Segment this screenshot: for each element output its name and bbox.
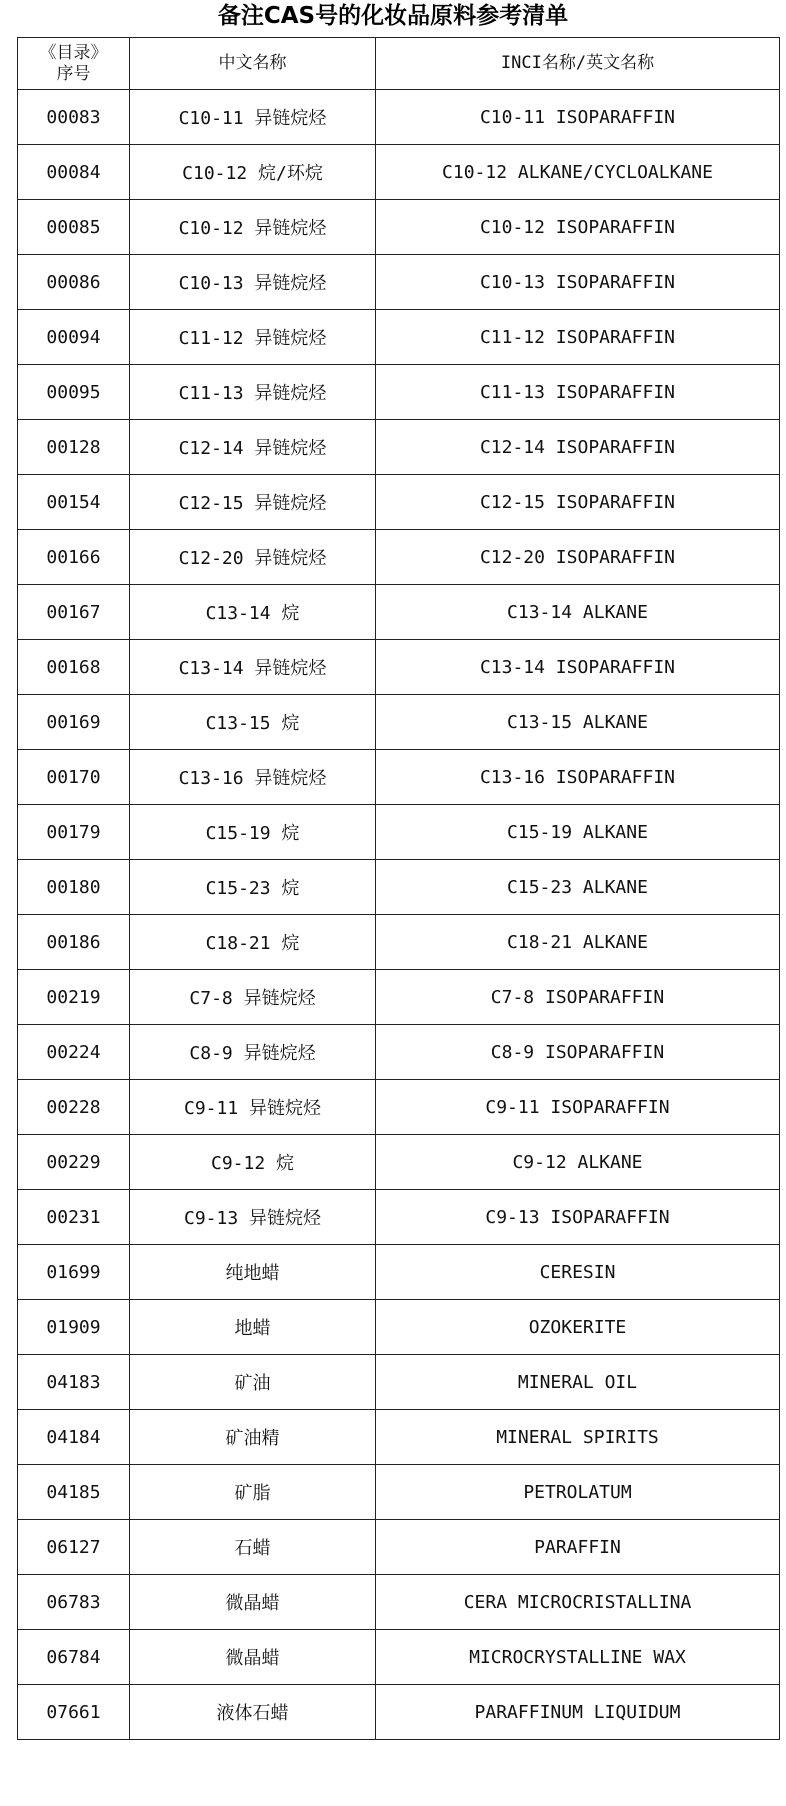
chinese-name-cell: C18-21 烷 [130,915,376,970]
chinese-name-cell: 石蜡 [130,1520,376,1575]
table-header [18,38,780,90]
catalog-number-cell: 01699 [18,1245,130,1300]
inci-name-cell: C12-20 ISOPARAFFIN [376,530,780,585]
catalog-number-cell: 00179 [18,805,130,860]
chinese-name-cell: C8-9 异链烷烃 [130,1025,376,1080]
chinese-name-cell: C9-12 烷 [130,1135,376,1190]
table-row [18,365,780,420]
catalog-number-cell: 04185 [18,1465,130,1520]
inci-name-cell: CERA MICROCRISTALLINA [376,1575,780,1630]
header-row [18,38,780,90]
table-row [18,1080,780,1135]
inci-name-cell: PETROLATUM [376,1465,780,1520]
ingredient-table [17,37,780,1740]
inci-name-cell: C10-13 ISOPARAFFIN [376,255,780,310]
catalog-number-cell: 00168 [18,640,130,695]
inci-name-cell: C13-15 ALKANE [376,695,780,750]
chinese-name-cell: C13-16 异链烷烃 [130,750,376,805]
table-row [18,1025,780,1080]
catalog-number-cell: 00128 [18,420,130,475]
chinese-name-cell: 矿脂 [130,1465,376,1520]
table-row [18,1300,780,1355]
inci-name-cell: C11-12 ISOPARAFFIN [376,310,780,365]
catalog-number-cell: 00166 [18,530,130,585]
header-catalog-number-line1: 《目录》 [39,42,108,63]
table-row [18,90,780,145]
inci-name-cell: C15-19 ALKANE [376,805,780,860]
table-body [18,90,780,1740]
chinese-name-cell: 矿油精 [130,1410,376,1465]
chinese-name-cell: C13-14 烷 [130,585,376,640]
inci-name-cell: C12-15 ISOPARAFFIN [376,475,780,530]
table-row [18,1190,780,1245]
table-row [18,805,780,860]
chinese-name-cell: C9-11 异链烷烃 [130,1080,376,1135]
chinese-name-cell: C13-15 烷 [130,695,376,750]
inci-name-cell: C13-14 ALKANE [376,585,780,640]
table-row [18,1355,780,1410]
inci-name-cell: C9-11 ISOPARAFFIN [376,1080,780,1135]
chinese-name-cell: 矿油 [130,1355,376,1410]
chinese-name-cell: 微晶蜡 [130,1575,376,1630]
inci-name-cell: C10-12 ALKANE/CYCLOALKANE [376,145,780,200]
table-row [18,970,780,1025]
catalog-number-cell: 00085 [18,200,130,255]
inci-name-cell: C9-13 ISOPARAFFIN [376,1190,780,1245]
chinese-name-cell: C10-12 烷/环烷 [130,145,376,200]
catalog-number-cell: 00229 [18,1135,130,1190]
chinese-name-cell: C11-12 异链烷烃 [130,310,376,365]
table-row [18,1135,780,1190]
header-catalog-number-line2: 序号 [56,63,91,84]
table-row [18,695,780,750]
catalog-number-cell: 00231 [18,1190,130,1245]
inci-name-cell: OZOKERITE [376,1300,780,1355]
catalog-number-cell: 06784 [18,1630,130,1685]
table-row [18,530,780,585]
inci-name-cell: C7-8 ISOPARAFFIN [376,970,780,1025]
document-title: 备注CAS号的化妆品原料参考清单 [217,3,569,29]
chinese-name-cell: C12-15 异链烷烃 [130,475,376,530]
inci-name-cell: C15-23 ALKANE [376,860,780,915]
catalog-number-cell: 00094 [18,310,130,365]
chinese-name-cell: 液体石蜡 [130,1685,376,1740]
chinese-name-cell: 微晶蜡 [130,1630,376,1685]
catalog-number-cell: 00083 [18,90,130,145]
chinese-name-cell: C7-8 异链烷烃 [130,970,376,1025]
catalog-number-cell: 00186 [18,915,130,970]
chinese-name-cell: 纯地蜡 [130,1245,376,1300]
catalog-number-cell: 00086 [18,255,130,310]
chinese-name-cell: C12-20 异链烷烃 [130,530,376,585]
table-row [18,640,780,695]
catalog-number-cell: 00224 [18,1025,130,1080]
chinese-name-cell: C15-23 烷 [130,860,376,915]
header-inci-name: INCI名称/英文名称 [376,38,780,90]
catalog-number-cell: 00084 [18,145,130,200]
catalog-number-cell: 00169 [18,695,130,750]
catalog-number-cell: 06127 [18,1520,130,1575]
chinese-name-cell: C10-11 异链烷烃 [130,90,376,145]
catalog-number-cell: 00180 [18,860,130,915]
catalog-number-cell: 04184 [18,1410,130,1465]
table-row [18,750,780,805]
table-row [18,1630,780,1685]
inci-name-cell: C10-12 ISOPARAFFIN [376,200,780,255]
table-row [18,145,780,200]
chinese-name-cell: C13-14 异链烷烃 [130,640,376,695]
inci-name-cell: MICROCRYSTALLINE WAX [376,1630,780,1685]
inci-name-cell: PARAFFIN [376,1520,780,1575]
table-row [18,200,780,255]
table-row [18,1520,780,1575]
table-row [18,1575,780,1630]
chinese-name-cell: C9-13 异链烷烃 [130,1190,376,1245]
inci-name-cell: CERESIN [376,1245,780,1300]
chinese-name-cell: C15-19 烷 [130,805,376,860]
inci-name-cell: C12-14 ISOPARAFFIN [376,420,780,475]
table-row [18,310,780,365]
catalog-number-cell: 06783 [18,1575,130,1630]
table-row [18,1410,780,1465]
catalog-number-cell: 00170 [18,750,130,805]
table-row [18,475,780,530]
table-row [18,420,780,475]
header-catalog-number [18,38,130,90]
table-row [18,915,780,970]
table-row [18,585,780,640]
chinese-name-cell: C11-13 异链烷烃 [130,365,376,420]
inci-name-cell: C18-21 ALKANE [376,915,780,970]
inci-name-cell: C11-13 ISOPARAFFIN [376,365,780,420]
chinese-name-cell: C12-14 异链烷烃 [130,420,376,475]
catalog-number-cell: 07661 [18,1685,130,1740]
inci-name-cell: C13-14 ISOPARAFFIN [376,640,780,695]
catalog-number-cell: 00228 [18,1080,130,1135]
table-row [18,1685,780,1740]
inci-name-cell: MINERAL OIL [376,1355,780,1410]
table-row [18,860,780,915]
catalog-number-cell: 04183 [18,1355,130,1410]
table-row [18,1245,780,1300]
inci-name-cell: C8-9 ISOPARAFFIN [376,1025,780,1080]
catalog-number-cell: 01909 [18,1300,130,1355]
header-chinese-name: 中文名称 [130,38,376,90]
inci-name-cell: C9-12 ALKANE [376,1135,780,1190]
table-row [18,1465,780,1520]
chinese-name-cell: C10-13 异链烷烃 [130,255,376,310]
inci-name-cell: C13-16 ISOPARAFFIN [376,750,780,805]
inci-name-cell: C10-11 ISOPARAFFIN [376,90,780,145]
catalog-number-cell: 00167 [18,585,130,640]
table-row [18,255,780,310]
inci-name-cell: MINERAL SPIRITS [376,1410,780,1465]
chinese-name-cell: C10-12 异链烷烃 [130,200,376,255]
catalog-number-cell: 00154 [18,475,130,530]
chinese-name-cell: 地蜡 [130,1300,376,1355]
inci-name-cell: PARAFFINUM LIQUIDUM [376,1685,780,1740]
catalog-number-cell: 00095 [18,365,130,420]
catalog-number-cell: 00219 [18,970,130,1025]
